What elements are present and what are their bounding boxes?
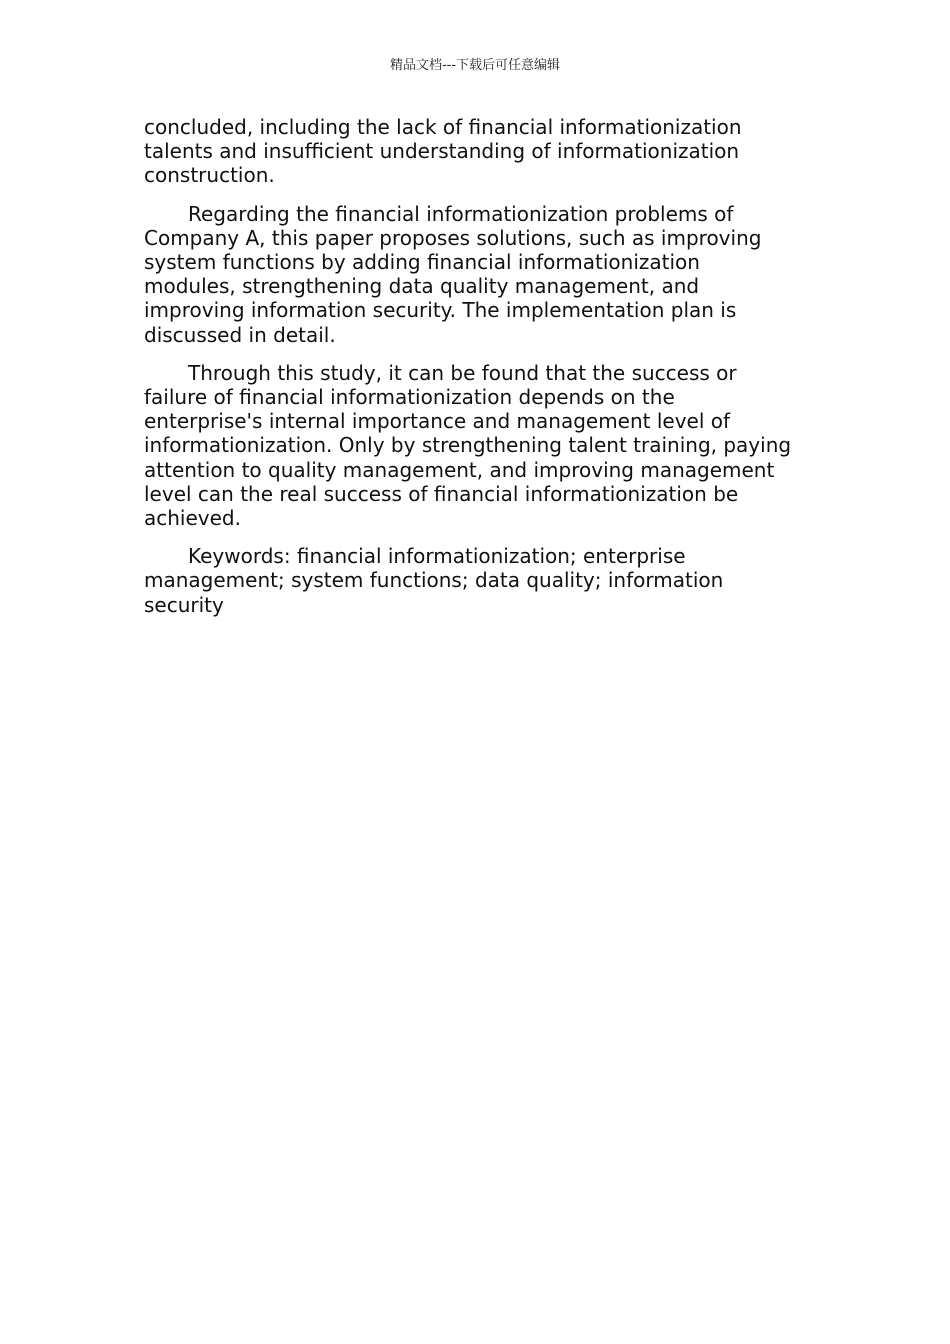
paragraph-conclusion: Through this study, it can be found that the success or failure of financial informationization depends on the enterprise's internal importance and management level of informationization. Only by strengthening talent training, paying attention to quality management, and improving management level can the real success of financial informationization be achieved. [144,360,792,531]
paragraph-continued: concluded, including the lack of financial informationization talents and insufficient understanding of informationization construction. [144,115,742,188]
document-body [144,115,794,631]
page-header: 精品文档---下载后可任意编辑 [389,58,561,73]
paragraph-solutions: Regarding the financial informationization problems of Company A, this paper proposes solutions, such as improving system functions by adding financial informationization modules, strengthening data quality management, and improving information security. The implementation plan is discussed in detail. [144,201,762,347]
paragraph-keywords: Keywords: financial informationization; enterprise management; system functions; data quality; information security [144,544,724,617]
